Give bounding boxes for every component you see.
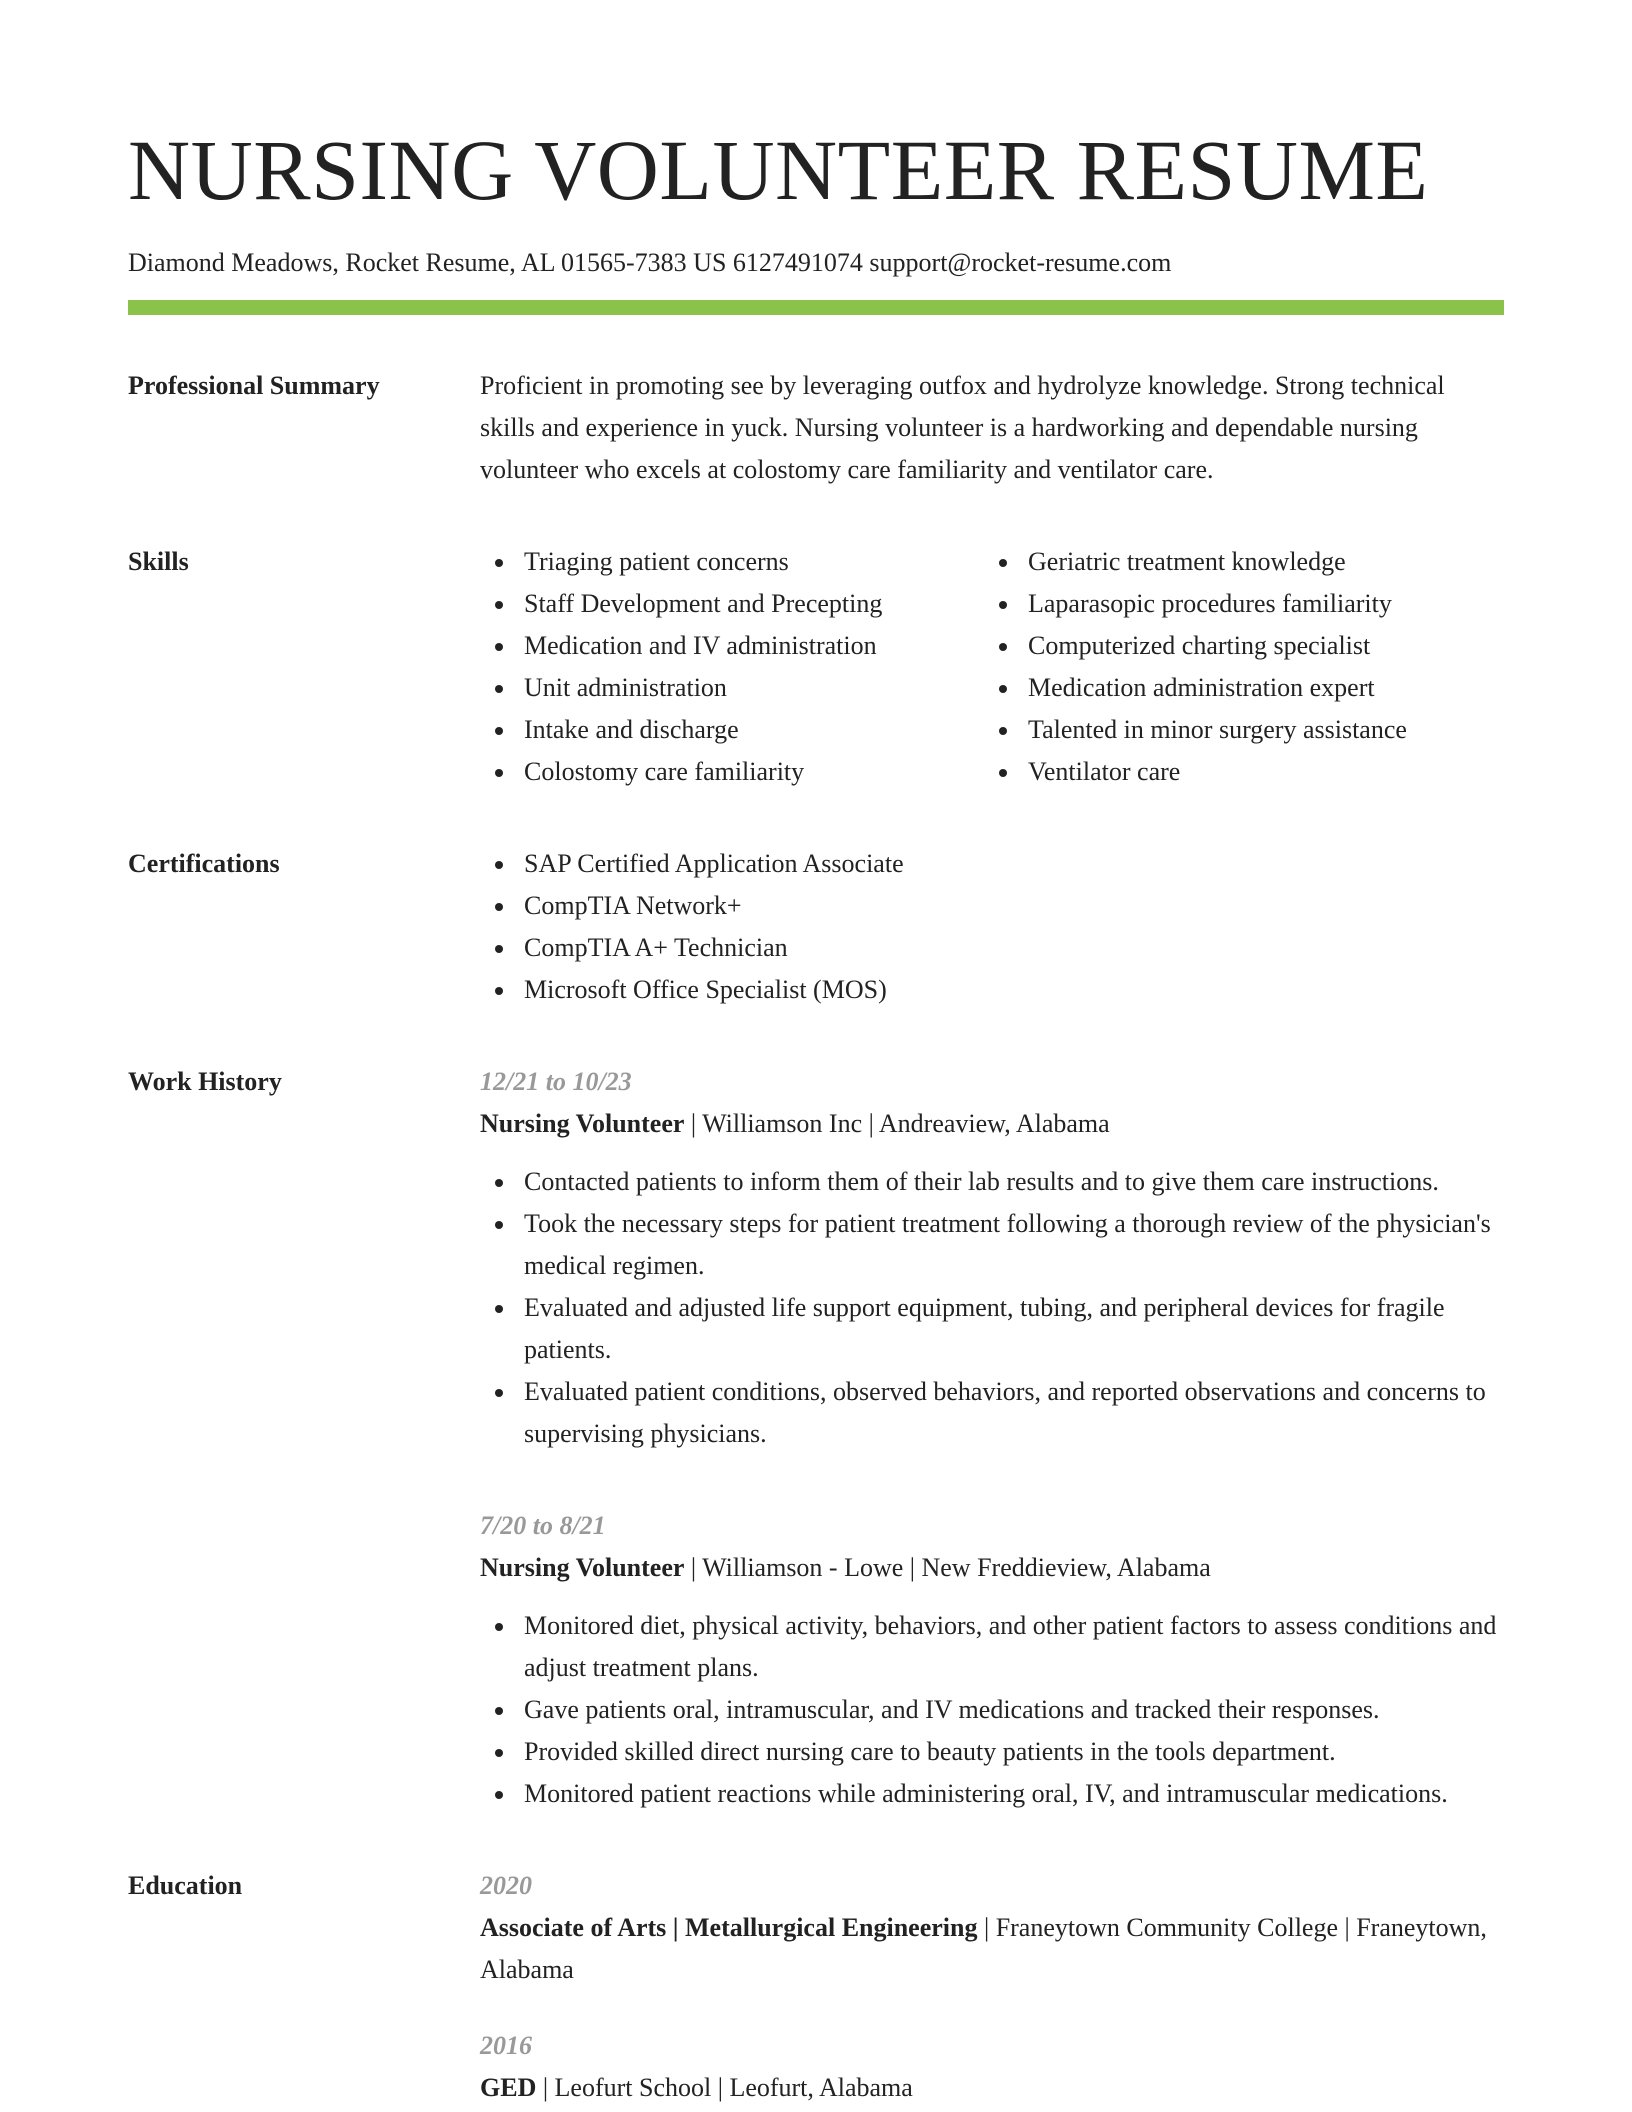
skill-item: Intake and discharge <box>480 709 984 751</box>
certifications-list <box>480 843 1504 1011</box>
job-dates: 12/21 to 10/23 <box>480 1067 632 1096</box>
certifications-content <box>480 843 1504 1011</box>
education-line <box>480 2067 1504 2109</box>
resume-title: NURSING VOLUNTEER RESUME <box>128 122 1429 218</box>
education-line <box>480 1907 1504 1991</box>
job-role-line <box>480 1547 1504 1589</box>
job-bullet: Provided skilled direct nursing care to beauty patients in the tools department. <box>480 1731 1504 1773</box>
job-dates: 7/20 to 8/21 <box>480 1511 606 1540</box>
job-bullets <box>480 1605 1504 1815</box>
education-school-location: | Leofurt School | Leofurt, Alabama <box>536 2073 913 2102</box>
job-entry <box>480 1505 1504 1815</box>
skills-list-left <box>480 541 984 793</box>
work-history-section <box>128 1061 1504 1815</box>
section-label-work-history: Work History <box>128 1067 282 1096</box>
certification-item: CompTIA A+ Technician <box>480 927 1504 969</box>
job-bullet: Contacted patients to inform them of their lab results and to give them care instructions. <box>480 1161 1504 1203</box>
education-content <box>480 1865 1504 2109</box>
section-label-education: Education <box>128 1871 243 1900</box>
job-bullet: Gave patients oral, intramuscular, and IV medications and tracked their responses. <box>480 1689 1504 1731</box>
skill-item: Ventilator care <box>984 751 1504 793</box>
education-degree: GED <box>480 2073 537 2102</box>
skill-item: Staff Development and Precepting <box>480 583 984 625</box>
skill-item: Medication and IV administration <box>480 625 984 667</box>
job-role-line <box>480 1103 1504 1145</box>
job-bullet: Monitored diet, physical activity, behaviors, and other patient factors to assess conditions and adjust treatment plans. <box>480 1605 1504 1689</box>
skill-item: Computerized charting specialist <box>984 625 1504 667</box>
education-entry <box>480 2025 1504 2109</box>
job-employer-location: | Williamson - Lowe | New Freddieview, Alabama <box>684 1553 1211 1582</box>
job-bullet: Evaluated patient conditions, observed behaviors, and reported observations and concerns to supervising physicians. <box>480 1371 1504 1455</box>
header-divider <box>128 300 1504 315</box>
education-entry <box>480 1865 1504 1991</box>
skill-item: Triaging patient concerns <box>480 541 984 583</box>
job-title: Nursing Volunteer <box>480 1109 685 1138</box>
job-bullet: Evaluated and adjusted life support equipment, tubing, and peripheral devices for fragile patients. <box>480 1287 1504 1371</box>
job-entry <box>480 1061 1504 1455</box>
job-bullet: Monitored patient reactions while administering oral, IV, and intramuscular medications. <box>480 1773 1504 1815</box>
certification-item: CompTIA Network+ <box>480 885 1504 927</box>
section-label-skills: Skills <box>128 547 189 576</box>
section-label-summary: Professional Summary <box>128 371 380 400</box>
skills-section <box>128 541 1504 793</box>
education-school-location: | Franeytown Community College | Franeytown, Alabama <box>480 1913 1487 1984</box>
education-year: 2020 <box>480 1871 532 1900</box>
skills-columns <box>480 541 1504 793</box>
certification-item: SAP Certified Application Associate <box>480 843 1504 885</box>
skill-item: Laparasopic procedures familiarity <box>984 583 1504 625</box>
section-label-certifications: Certifications <box>128 849 280 878</box>
education-year: 2016 <box>480 2031 532 2060</box>
skill-item: Talented in minor surgery assistance <box>984 709 1504 751</box>
summary-text: Proficient in promoting see by leveraging outfox and hydrolyze knowledge. Strong technical skills and experience in yuck. Nursing volunteer is a hardworking and dependable nursing volunteer who excels at colostomy care familiarity and ventilator care. <box>480 371 1445 484</box>
education-degree: Associate of Arts | Metallurgical Engineering <box>480 1913 978 1942</box>
certifications-section <box>128 843 1504 1011</box>
contact-line: Diamond Meadows, Rocket Resume, AL 01565-7383 US 6127491074 support@rocket-resume.com <box>128 248 1172 277</box>
education-section <box>128 1865 1504 2109</box>
job-bullets <box>480 1161 1504 1455</box>
job-bullet: Took the necessary steps for patient treatment following a thorough review of the physician's medical regimen. <box>480 1203 1504 1287</box>
certification-item: Microsoft Office Specialist (MOS) <box>480 969 1504 1011</box>
skill-item: Colostomy care familiarity <box>480 751 984 793</box>
job-title: Nursing Volunteer <box>480 1553 685 1582</box>
job-employer-location: | Williamson Inc | Andreaview, Alabama <box>684 1109 1110 1138</box>
skill-item: Medication administration expert <box>984 667 1504 709</box>
skills-list-right <box>984 541 1504 793</box>
skill-item: Geriatric treatment knowledge <box>984 541 1504 583</box>
summary-section <box>128 365 1504 491</box>
work-history-content <box>480 1061 1504 1815</box>
skill-item: Unit administration <box>480 667 984 709</box>
